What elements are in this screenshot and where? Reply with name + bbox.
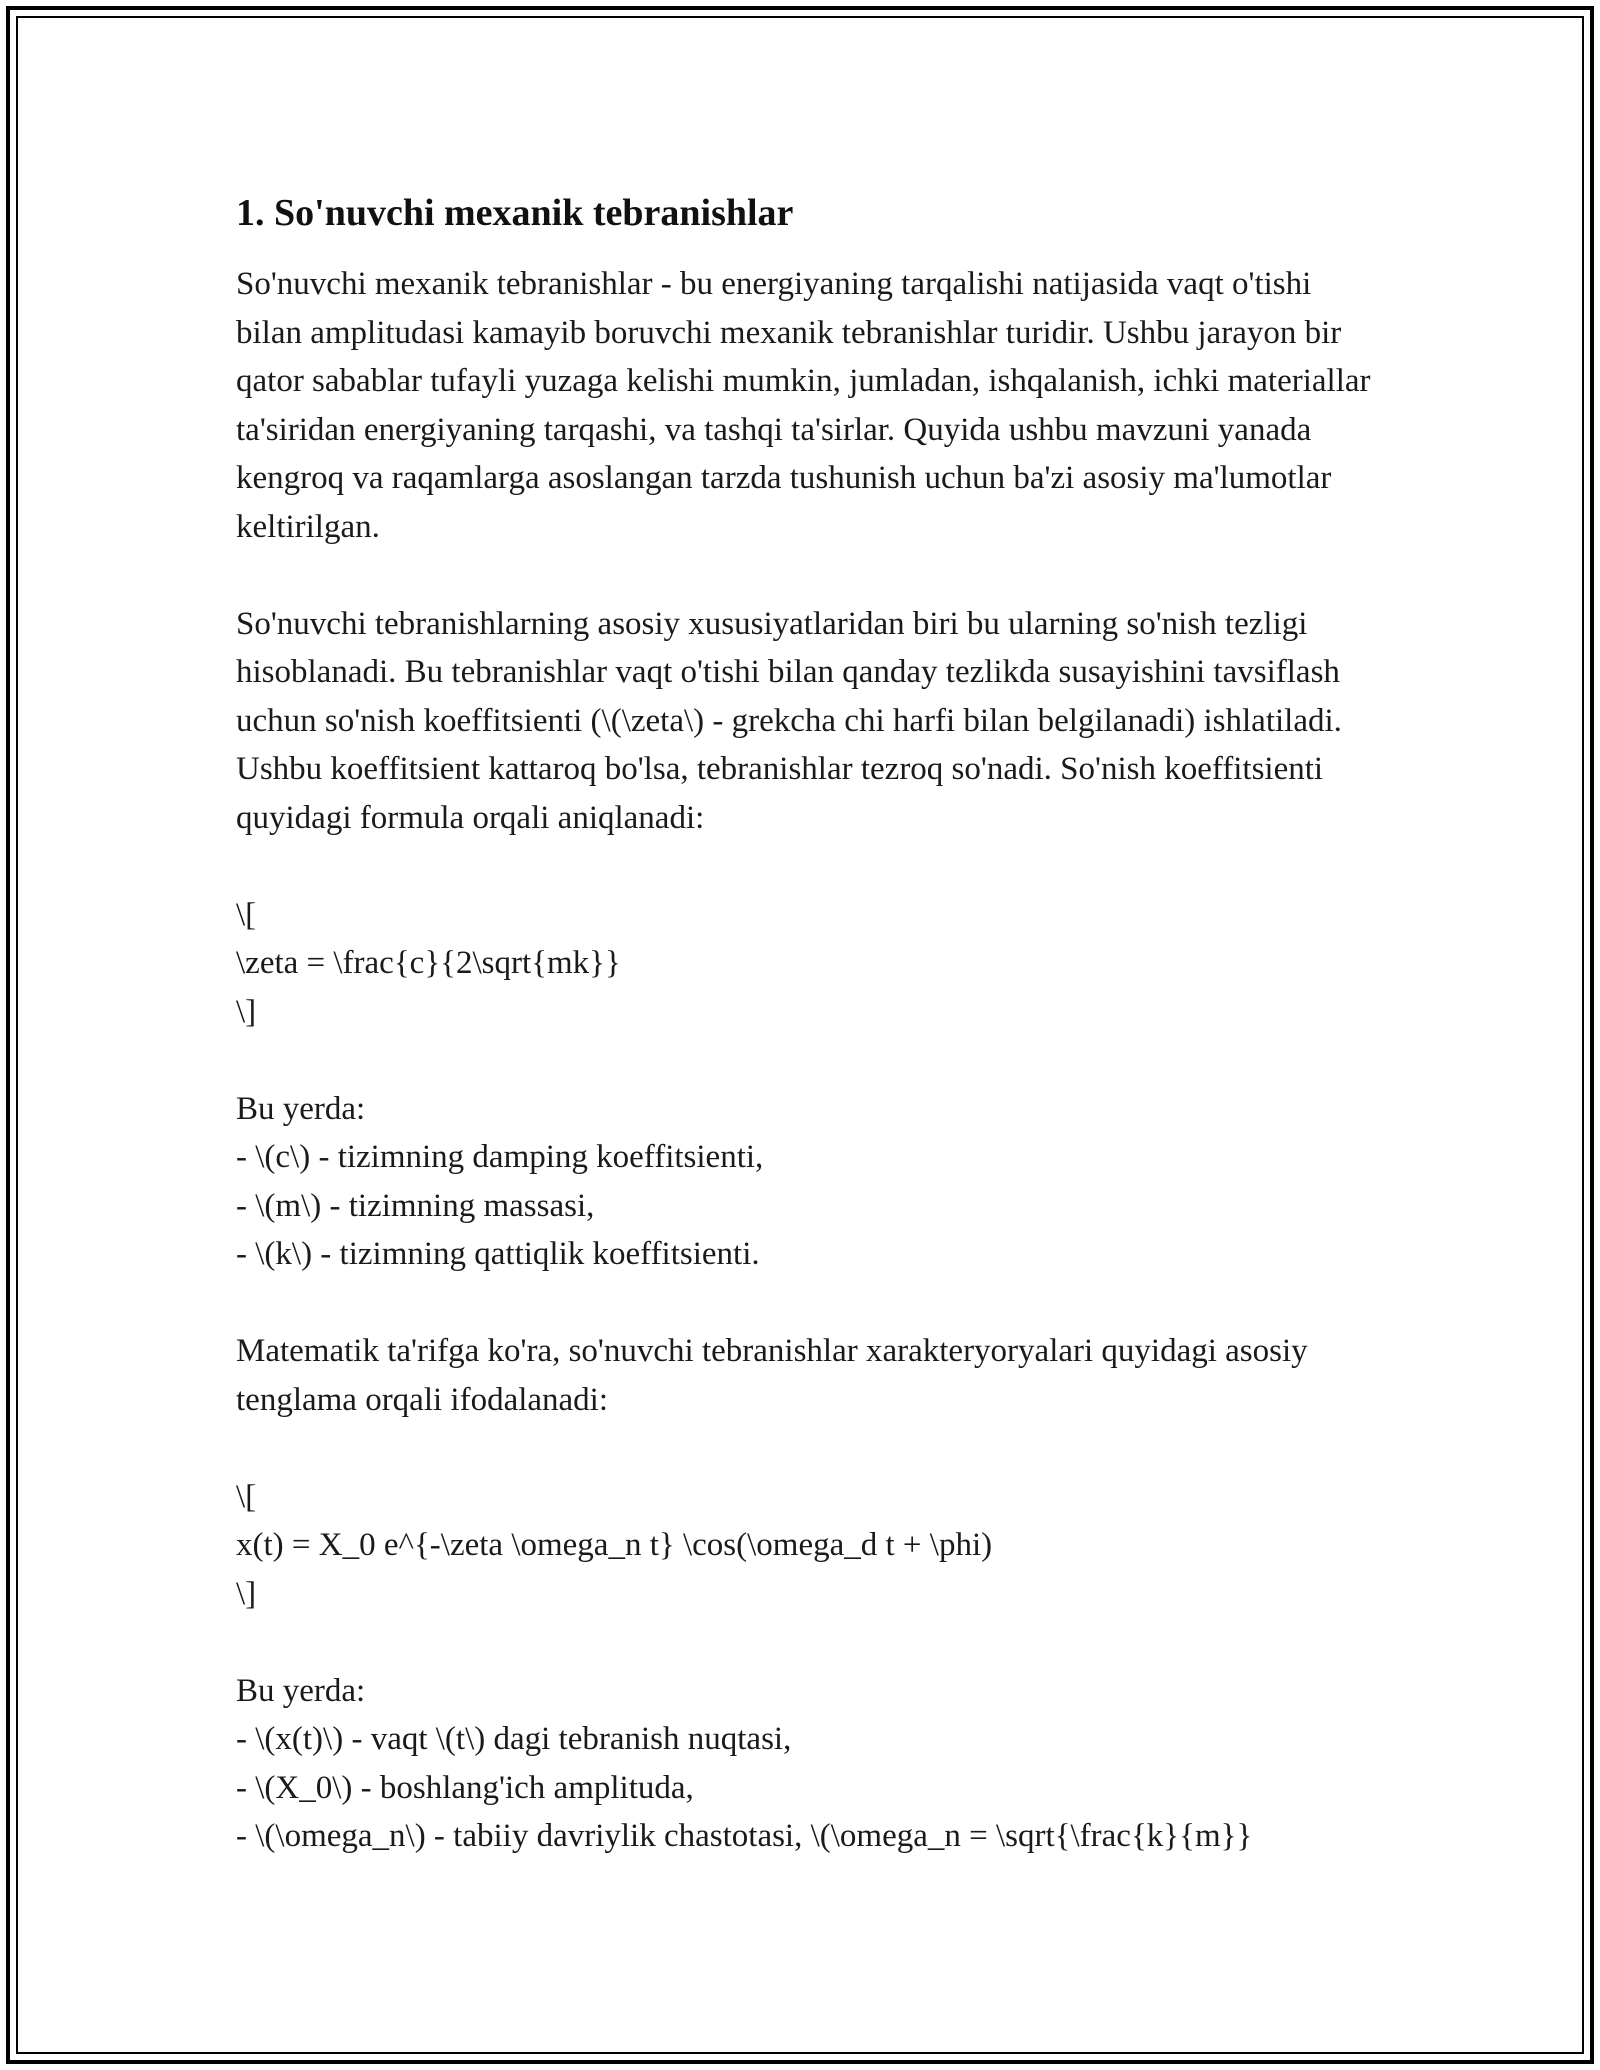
formula-open-delimiter: \[ [236, 1478, 257, 1515]
motion-equation-formula [236, 1473, 1376, 1619]
paragraph-gap [236, 842, 1376, 891]
formula-close-delimiter: \] [236, 1575, 257, 1612]
definitions-intro: Bu yerda: [236, 1090, 366, 1127]
definition-item: - \(k\) - tizimning qattiqlik koeffitsienti. [236, 1236, 760, 1272]
formula-body: x(t) = X_0 e^{-\zeta \omega_n t} \cos(\omega_d t + \phi) [236, 1527, 993, 1563]
paragraph-gap [236, 1424, 1376, 1473]
paragraph-gap [236, 1036, 1376, 1085]
definitions-intro: Bu yerda: [236, 1672, 366, 1709]
definition-item: - \(X_0\) - boshlang'ich amplituda, [236, 1769, 694, 1806]
formula-close-delimiter: \] [236, 993, 257, 1030]
damping-paragraph: So'nuvchi tebranishlarning asosiy xususiyatlaridan biri bu ularning so'nish tezligi hisoblanadi. Bu tebranishlar vaqt o'tishi bilan qanday tezlikda susayishini tavsiflash uchun so'nish koeffitsienti (\(\zeta\) - grekcha chi harfi bilan belgilanadi) ishlatiladi. Ushbu koeffitsient kattaroq bo'lsa, tebranishlar tezroq so'nadi. So'nish koeffitsienti quyidagi formula orqali aniqlanadi: [236, 605, 1342, 836]
variable-definitions-1 [236, 1085, 1376, 1279]
formula-body: \zeta = \frac{c}{2\sqrt{mk}} [236, 945, 621, 981]
variable-definitions-2 [236, 1667, 1376, 1861]
paragraph-gap [236, 1618, 1376, 1667]
document-body [236, 188, 1376, 1861]
section-heading: 1. So'nuvchi mexanik tebranishlar [236, 192, 794, 234]
damping-ratio-formula [236, 891, 1376, 1037]
definition-item: - \(\omega_n\) - tabiiy davriylik chastotasi, \(\omega_n = \sqrt{\frac{k}{m}} [236, 1818, 1253, 1854]
definition-item: - \(x(t)\) - vaqt \(t\) dagi tebranish nuqtasi, [236, 1721, 792, 1757]
paragraph-gap [236, 1279, 1376, 1328]
equation-intro-paragraph: Matematik ta'rifga ko'ra, so'nuvchi tebranishlar xarakteryoryalari quyidagi asosiy tenglama orqali ifodalanadi: [236, 1333, 1308, 1418]
definition-item: - \(m\) - tizimning massasi, [236, 1187, 595, 1224]
paragraph-gap [236, 551, 1376, 600]
definition-item: - \(c\) - tizimning damping koeffitsienti, [236, 1139, 764, 1175]
formula-open-delimiter: \[ [236, 896, 257, 933]
intro-paragraph: So'nuvchi mexanik tebranishlar - bu energiyaning tarqalishi natijasida vaqt o'tishi bilan amplitudasi kamayib boruvchi mexanik tebranishlar turidir. Ushbu jarayon bir qator sabablar tufayli yuzaga kelishi mumkin, jumladan, ishqalanish, ichki materiallar ta'siridan energiyaning tarqashi, va tashqi ta'sirlar. Quyida ushbu mavzuni yanada kengroq va raqamlarga asoslangan tarzda tushunish uchun ba'zi asosiy ma'lumotlar keltirilgan. [236, 266, 1371, 545]
